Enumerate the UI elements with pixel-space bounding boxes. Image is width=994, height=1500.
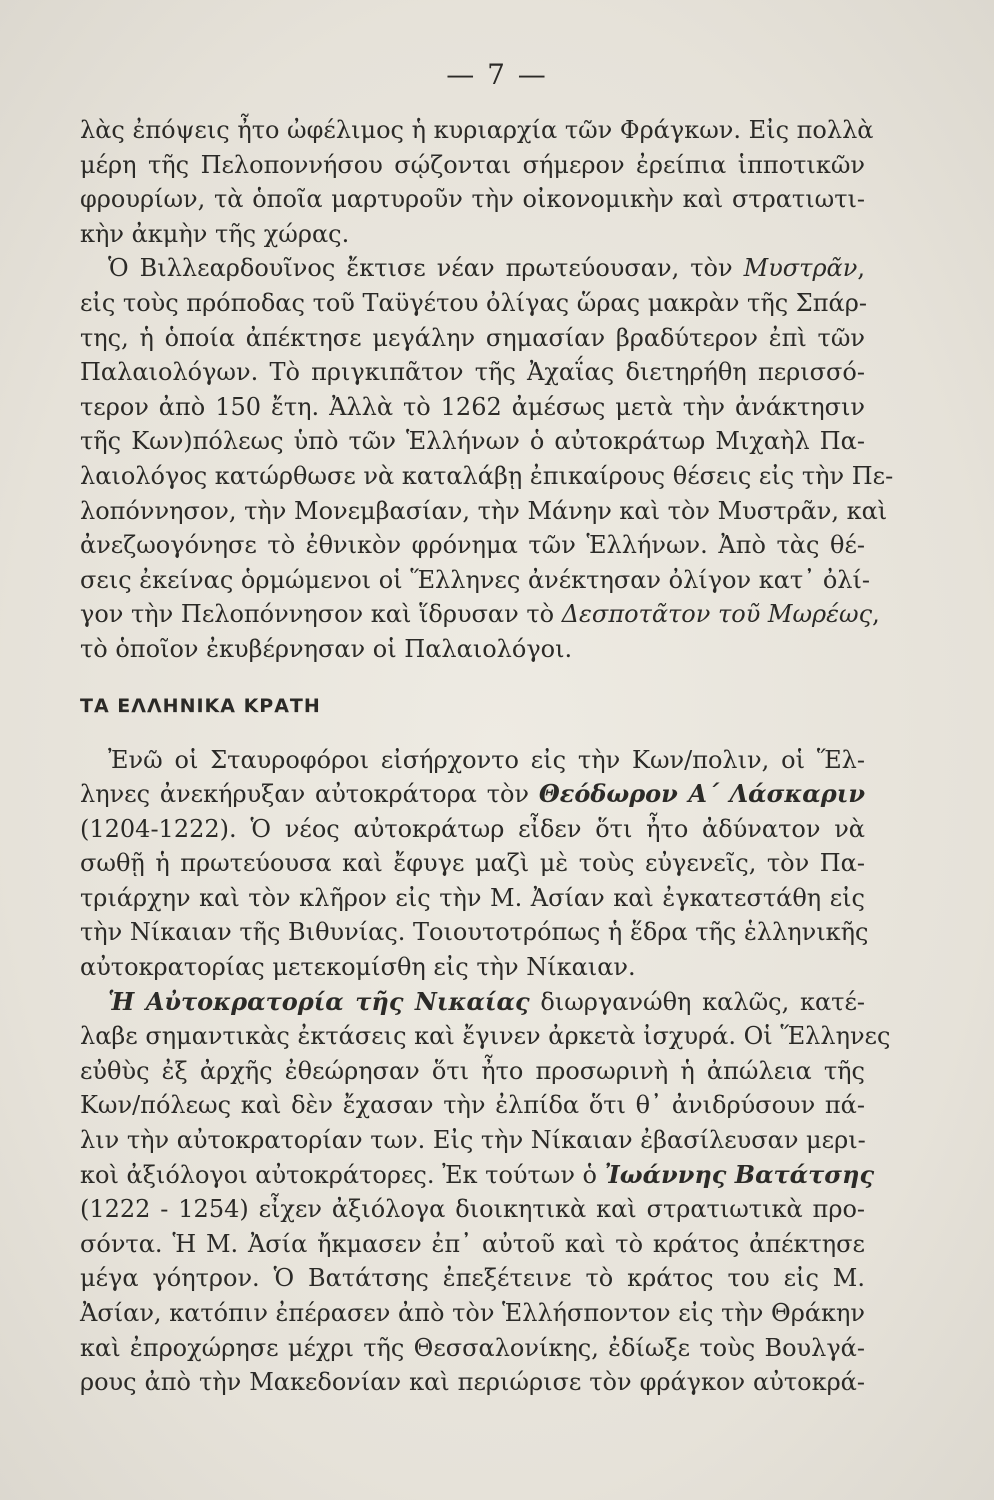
- bold-italic-name: Ἰωάννης Βατάτσης: [604, 1159, 875, 1189]
- text-run: κοὶ ἀξιόλογοι αὐτοκράτορες. Ἐκ τούτων ὁ: [80, 1160, 605, 1189]
- text-line: κὴν ἀκμὴν τῆς χώρας.: [80, 219, 350, 248]
- italic-state-name: Δεσποτᾶτον τοῦ Μωρέως: [561, 600, 873, 629]
- text-line: λαβε σημαντικὰς ἐκτάσεις καὶ ἔγινεν ἀρκετὰ ἰσχυρά. Οἱ Ἕλληνες: [80, 1022, 891, 1051]
- italic-place-name: Μυστρᾶν: [743, 254, 858, 283]
- text-line: εὐθὺς ἐξ ἀρχῆς ἐθεώρησαν ὅτι ἦτο προσωρινὴ ἡ ἀπώλεια τῆς: [80, 1056, 865, 1085]
- page-body: [80, 113, 894, 1400]
- bold-italic-name: Ἡ Αὐτοκρατορία τῆς Νικαίας: [108, 986, 530, 1016]
- text-line: λοπόννησον, τὴν Μονεμβασίαν, τὴν Μάνην καὶ τὸν Μυστρᾶν, καὶ: [80, 496, 888, 525]
- paragraph-4: [80, 985, 891, 1400]
- text-line: [80, 985, 865, 1020]
- text-line: εἰς τοὺς πρόποδας τοῦ Ταϋγέτου ὀλίγας ὥρας μακρὰν τῆς Σπάρ-: [80, 288, 867, 317]
- text-line: μέρη τῆς Πελοποννήσου σῴζονται σήμερον ἐρείπια ἱπποτικῶν: [80, 150, 865, 179]
- text-line: [80, 1158, 875, 1193]
- paragraph-1: [80, 113, 874, 251]
- text-line: τερον ἀπὸ 150 ἔτη. Ἀλλὰ τὸ 1262 ἀμέσως μετὰ τὴν ἀνάκτησιν: [80, 392, 865, 421]
- text-line: λὰς ἐπόψεις ἦτο ὠφέλιμος ἡ κυριαρχία τῶν Φράγκων. Εἰς πολλὰ: [80, 116, 874, 144]
- text-line: τριάρχην καὶ τὸν κλῆρον εἰς τὴν Μ. Ἀσίαν καὶ ἐγκατεστάθη εἰς: [80, 883, 865, 912]
- text-run: Ὁ Βιλλεαρδουῖνος ἔκτισε νέαν πρωτεύουσαν, τὸν: [108, 254, 744, 283]
- text-run: ληνες ἀνεκήρυξαν αὐτοκράτορα τὸν: [80, 780, 539, 809]
- text-run: ,: [857, 254, 865, 283]
- text-line: Ἐνῶ οἱ Σταυροφόροι εἰσήρχοντο εἰς τὴν Κων/πολιν, οἱ Ἕλ-: [108, 745, 865, 774]
- page-number: — 7 —: [446, 58, 548, 91]
- text-line: καὶ ἐπροχώρησε μέχρι τῆς Θεσσαλονίκης, ἐδίωξε τοὺς Βουλγά-: [80, 1333, 865, 1362]
- text-run: ,: [872, 600, 880, 629]
- text-line: τῆς Κων)πόλεως ὑπὸ τῶν Ἑλλήνων ὁ αὐτοκράτωρ Μιχαὴλ Πα-: [80, 427, 865, 456]
- text-line: [80, 777, 865, 812]
- text-line: (1204-1222). Ὁ νέος αὐτοκράτωρ εἶδεν ὅτι ἦτο ἀδύνατον νὰ: [80, 814, 865, 843]
- text-line: Παλαιολόγων. Τὸ πριγκιπᾶτον τῆς Ἀχαΐας διετηρήθη περισσό-: [80, 358, 865, 387]
- text-line: ἀνεζωογόνησε τὸ ἐθνικὸν φρόνημα τῶν Ἑλλήνων. Ἀπὸ τὰς θέ-: [80, 531, 865, 560]
- bold-italic-name: Θεόδωρον Α΄ Λάσκαριν: [538, 779, 865, 809]
- text-line: Κων/πόλεως καὶ δὲν ἔχασαν τὴν ἐλπίδα ὅτι θ᾽ ἀνιδρύσουν πά-: [80, 1091, 865, 1120]
- text-line: [80, 251, 865, 286]
- text-line: (1222 - 1254) εἶχεν ἀξιόλογα διοικητικὰ καὶ στρατιωτικὰ προ-: [80, 1195, 865, 1224]
- text-line: ρους ἀπὸ τὴν Μακεδονίαν καὶ περιώρισε τὸν φράγκον αὐτοκρά-: [80, 1368, 865, 1397]
- text-line: σόντα. Ἡ Μ. Ἀσία ἤκμασεν ἐπ᾽ αὐτοῦ καὶ τὸ κράτος ἀπέκτησε: [80, 1229, 865, 1258]
- text-line: τὸ ὁποῖον ἐκυβέρνησαν οἱ Παλαιολόγοι.: [80, 634, 573, 663]
- text-line: λαιολόγος κατώρθωσε νὰ καταλάβῃ ἐπικαίρους θέσεις εἰς τὴν Πε-: [80, 461, 894, 490]
- text-line: σωθῇ ἡ πρωτεύουσα καὶ ἔφυγε μαζὶ μὲ τοὺς εὐγενεῖς, τὸν Πα-: [80, 849, 865, 878]
- paragraph-3: [80, 743, 869, 985]
- text-line: μέγα γόητρον. Ὁ Βατάτσης ἐπεξέτεινε τὸ κράτος του εἰς Μ.: [80, 1264, 865, 1293]
- text-line: [80, 597, 880, 632]
- paragraph-2: [80, 251, 894, 666]
- text-line: σεις ἐκείνας ὁρμώμενοι οἱ Ἕλληνες ἀνέκτησαν ὀλίγον κατ᾽ ὀλί-: [80, 565, 871, 594]
- text-line: της, ἡ ὁποία ἀπέκτησε μεγάλην σημασίαν βραδύτερον ἐπὶ τῶν: [80, 323, 865, 352]
- text-line: τὴν Νίκαιαν τῆς Βιθυνίας. Τοιουτοτρόπως ἡ ἕδρα τῆς ἑλληνικῆς: [80, 918, 869, 947]
- text-line: φρουρίων, τὰ ὁποῖα μαρτυροῦν τὴν οἰκονομικὴν καὶ στρατιωτι-: [80, 185, 865, 214]
- text-run: γον τὴν Πελοπόννησον καὶ ἵδρυσαν τὸ: [80, 600, 562, 629]
- text-line: Ἀσίαν, κατόπιν ἐπέρασεν ἀπὸ τὸν Ἑλλήσποντον εἰς τὴν Θράκην: [80, 1299, 865, 1327]
- text-line: αὐτοκρατορίας μετεκομίσθη εἰς τὴν Νίκαιαν.: [80, 953, 636, 982]
- section-heading: ΤΑ ΕΛΛΗΝΙΚΑ ΚΡΑΤΗ: [80, 694, 321, 717]
- text-line: λιν τὴν αὐτοκρατορίαν των. Εἰς τὴν Νίκαιαν ἐβασίλευσαν μερι-: [80, 1126, 866, 1155]
- text-run: διωργανώθη καλῶς, κατέ-: [529, 987, 865, 1016]
